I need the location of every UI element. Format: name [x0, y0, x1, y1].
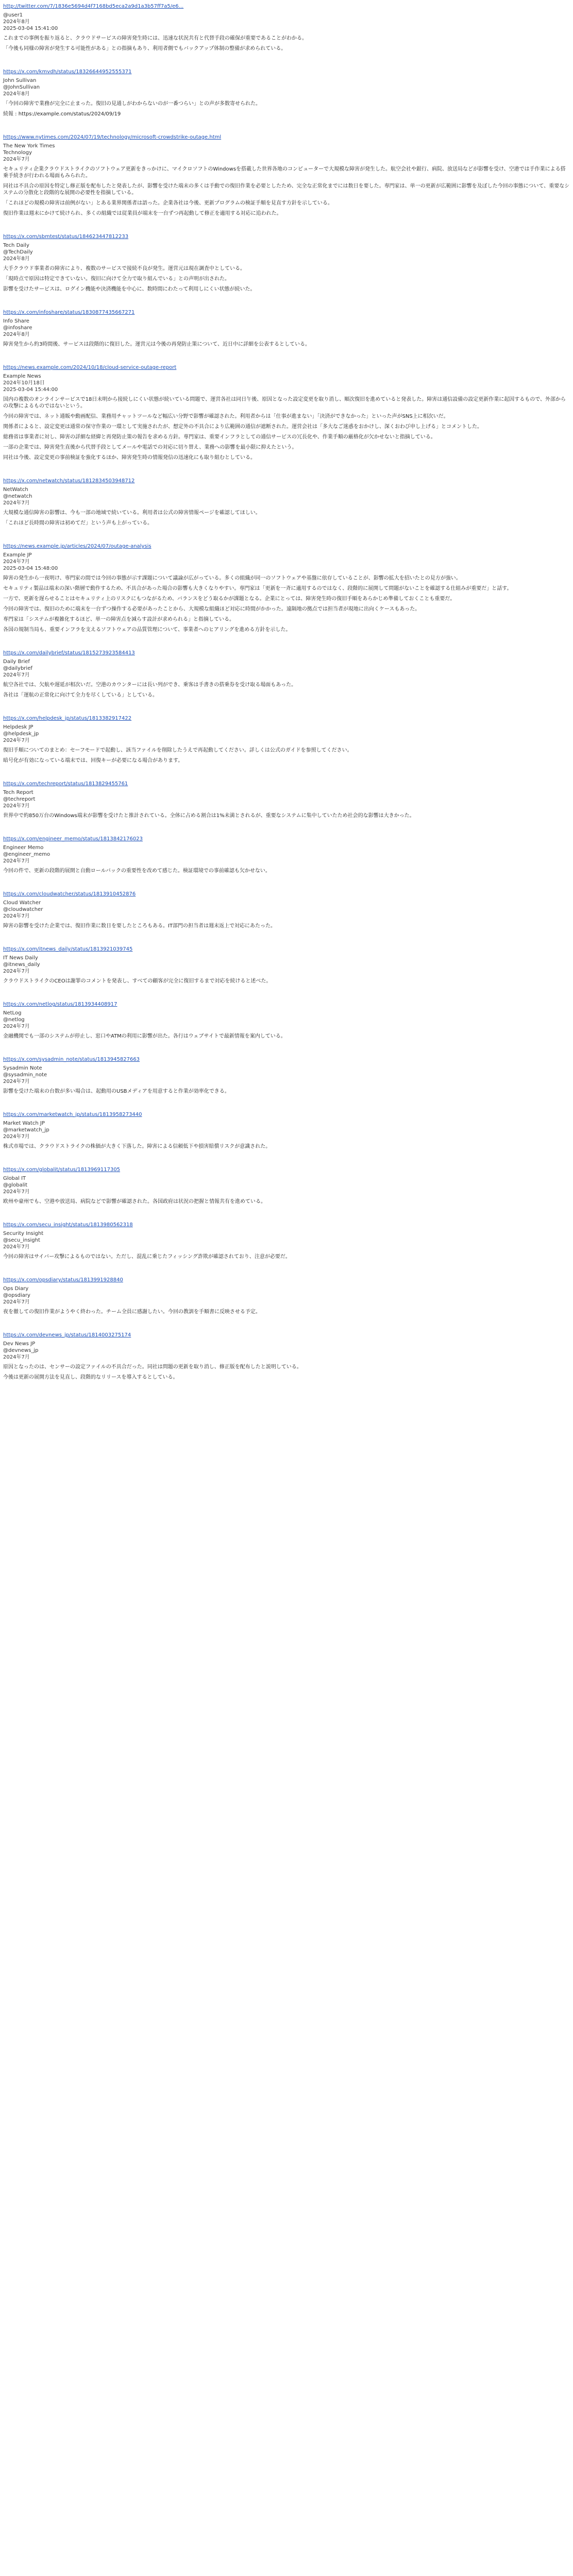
- entry-paragraph: 大規模な通信障害の影響は、今も一部の地域で続いている。利用者は公式の障害情報ページを確認してほしい。: [3, 510, 261, 516]
- document-entry: [3, 1222, 570, 1260]
- document-entry: [3, 1056, 570, 1095]
- entry-url-link[interactable]: http://twitter.com/7/1836e5694d4f7168bd5eca2a9d1a3b57ff7a5/e6...: [3, 4, 184, 9]
- entry-body: [3, 166, 570, 217]
- entry-body: [3, 747, 570, 764]
- entry-meta-line: John Sullivan: [3, 78, 37, 83]
- entry-paragraph: 障害の発生から一夜明け、専門家の間では今回の事態が示す課題について議論が広がっている。多くの組織が同一のソフトウェアや基盤に依存していることが、影響の拡大を招いたとの見方が強い。: [3, 575, 461, 581]
- entry-paragraph: 障害発生から約3時間後、サービスは段階的に復旧した。運営元は今後の再発防止策について、近日中に詳細を公表するとしている。: [3, 342, 310, 347]
- entry-meta-line: NetLog: [3, 1010, 22, 1016]
- entry-meta-line: Global IT: [3, 1176, 26, 1181]
- entry-meta-line: @techreport: [3, 796, 36, 802]
- entry-paragraph: 株式市場では、クラウドストライクの株価が大きく下落した。障害による信頼低下や損害賠償リスクが意識された。: [3, 1144, 271, 1149]
- entry-meta-line: 2025-03-04 15:41:00: [3, 26, 58, 31]
- document-entry: [3, 715, 570, 764]
- entry-url-link[interactable]: https://x.com/sysadmin_note/status/1813945827663: [3, 1057, 140, 1062]
- entry-paragraph: 「今回の障害で業務が完全に止まった。復旧の見通しがわからないのが一番つらい」との声が多数寄せられた。: [3, 101, 261, 107]
- document-entry: [3, 1001, 570, 1040]
- document-entry: [3, 836, 570, 874]
- entry-meta-line: Market Watch JP: [3, 1121, 45, 1126]
- entry-url-link[interactable]: https://x.com/kmvdh/status/18326644952555371: [3, 69, 132, 75]
- entry-meta-line: Tech Daily: [3, 243, 29, 248]
- entry-body: [3, 978, 570, 985]
- document-entry: [3, 781, 570, 819]
- entry-meta-line: 2024年7月: [3, 1299, 30, 1305]
- entry-url-link[interactable]: https://x.com/dailybrief/status/1815273923584413: [3, 650, 135, 656]
- entry-meta-line: 2025-03-04 15:48:00: [3, 566, 58, 571]
- entry-meta-line: @netwatch: [3, 494, 32, 499]
- document-entry: [3, 1277, 570, 1315]
- document-entry: [3, 1332, 570, 1381]
- entry-paragraph: セキュリティ製品は端末の深い階層で動作するため、不具合があった場合の影響も大きくなりやすい。専門家は「更新を一斉に適用するのではなく、段階的に展開して問題がないことを確認する仕組みが重要だ」と話す。: [3, 586, 512, 591]
- entry-meta-line: 2024年7月: [3, 858, 30, 864]
- entry-meta-line: @user1: [3, 12, 23, 18]
- entry-paragraph: 金融機関でも一部のシステムが停止し、窓口やATMの利用に影響が出た。各行はウェブサイトで最新情報を案内している。: [3, 1033, 286, 1039]
- entry-url-link[interactable]: https://x.com/techreport/status/1813829455761: [3, 781, 128, 787]
- entry-url-link[interactable]: https://x.com/netlog/status/1813934408917: [3, 1002, 117, 1007]
- entry-meta-line: 2024年7月: [3, 1024, 30, 1029]
- entry-paragraph: 関係者によると、設定変更は通常の保守作業の一環として実施されたが、想定外の不具合により広範囲の通信が遮断された。運営会社は「多大なご迷惑をおかけし、深くおわび申し上げる」とコメントした。: [3, 424, 482, 430]
- entry-meta-line: 2024年7月: [3, 1134, 30, 1140]
- entry-paragraph: 影響を受けたサービスは、ログイン機能や決済機能を中心に、数時間にわたって利用しにくい状態が続いた。: [3, 286, 256, 292]
- entry-meta-line: IT News Daily: [3, 955, 38, 961]
- entry-paragraph: 復旧作業は週末にかけて続けられ、多くの組織では従業員が端末を一台ずつ再起動して修正を適用する対応に追われた。: [3, 211, 282, 216]
- entry-body: [3, 1198, 570, 1205]
- entry-meta-line: @dailybrief: [3, 666, 32, 671]
- entry-body: [3, 682, 570, 699]
- entry-meta-line: @helpdesk_jp: [3, 731, 39, 737]
- entry-meta-line: 2024年8月: [3, 19, 30, 25]
- entry-meta-line: 2024年8月: [3, 256, 30, 262]
- entry-body: [3, 1033, 570, 1040]
- document-entry: [3, 1166, 570, 1205]
- entry-meta-line: @TechDaily: [3, 249, 33, 255]
- entry-paragraph: 一方で、更新を遅らせることはセキュリティ上のリスクにもつながるため、バランスをどう取るかが課題となる。企業にとっては、障害発生時の復旧手順をあらかじめ準備しておくことも重要だ。: [3, 596, 456, 602]
- entry-paragraph: 暗号化が有効になっている端末では、回復キーが必要になる場合があります。: [3, 758, 183, 764]
- entry-url-link[interactable]: https://x.com/globalit/status/1813969117305: [3, 1167, 121, 1173]
- entry-meta-line: 2024年7月: [3, 157, 30, 162]
- entry-url-link[interactable]: https://news.example.jp/articles/2024/07/outage-analysis: [3, 544, 151, 549]
- entry-meta-line: The New York Times: [3, 143, 55, 149]
- entry-body: [3, 100, 570, 117]
- entry-meta-line: @JohnSullivan: [3, 84, 40, 90]
- entry-meta-line: @infoshare: [3, 325, 32, 331]
- entry-paragraph: 専門家は「システムが複雑化するほど、単一の障害点を減らす設計が求められる」と指摘している。: [3, 617, 234, 622]
- document-entry: [3, 891, 570, 929]
- document-entry: [3, 233, 570, 293]
- entry-url-link[interactable]: https://x.com/opsdiary/status/1813991928840: [3, 1277, 123, 1283]
- document-entry: [3, 3, 570, 52]
- entry-paragraph: 今回の障害では、復旧のために端末を一台ずつ操作する必要があったことから、大規模な組織ほど対応に時間がかかった。遠隔地の拠点では担当者が現地に出向くケースもあった。: [3, 606, 420, 612]
- entry-meta-line: 2024年7月: [3, 1244, 30, 1250]
- entry-paragraph: 世界中で約850万台のWindows端末が影響を受けたと推計されている。全体に占める割合は1%未満とされるが、重要なシステムに集中していたため社会的な影響は大きかった。: [3, 813, 415, 819]
- entry-paragraph: これまでの事例を振り返ると、クラウドサービスの障害発生時には、迅速な状況共有と代替手段の確保が重要であることがわかる。: [3, 36, 307, 41]
- entry-meta-line: NetWatch: [3, 487, 28, 493]
- document-entry: [3, 650, 570, 699]
- entry-meta-line: 2024年7月: [3, 500, 30, 506]
- entry-meta-line: Ops Diary: [3, 1286, 29, 1292]
- entry-paragraph: 「今後も同様の障害が発生する可能性がある」との指摘もあり、利用者側でもバックアップ体制の整備が求められている。: [3, 46, 286, 52]
- entry-meta-line: @devnews_jp: [3, 1348, 39, 1353]
- entry-meta-line: Engineer Memo: [3, 845, 44, 851]
- entry-paragraph: 欧州や豪州でも、空港や放送局、病院などで影響が確認された。各国政府は状況の把握と情報共有を進めている。: [3, 1199, 266, 1205]
- entry-body: [3, 1309, 570, 1315]
- entry-body: [3, 923, 570, 929]
- entry-meta-line: 2024年7月: [3, 1079, 30, 1084]
- entry-meta-line: Info Share: [3, 318, 29, 324]
- entry-meta-line: Dev News JP: [3, 1341, 36, 1347]
- entry-meta-line: 2024年7月: [3, 1189, 30, 1195]
- document-entry: [3, 309, 570, 348]
- entry-meta-line: 2024年8月: [3, 91, 30, 97]
- entry-meta-line: 2024年7月: [3, 1354, 30, 1360]
- entry-url-link[interactable]: https://x.com/secu_insight/status/1813980562318: [3, 1222, 133, 1228]
- entry-meta-line: Cloud Watcher: [3, 900, 41, 906]
- entry-meta-line: 2024年7月: [3, 803, 30, 809]
- entry-meta-line: @engineer_memo: [3, 852, 50, 857]
- entry-paragraph: 同社は今後、設定変更の事前検証を強化するほか、障害発生時の情報発信の迅速化にも取り組むとしている。: [3, 455, 256, 461]
- entry-meta-line: 2024年7月: [3, 672, 30, 678]
- document-entry: [3, 69, 570, 117]
- entry-meta-line: @opsdiary: [3, 1293, 30, 1298]
- entry-paragraph: 影響を受けた端末の台数が多い場合は、起動用のUSBメディアを用意すると作業が効率化できる。: [3, 1089, 230, 1094]
- entry-meta-line: Sysadmin Note: [3, 1065, 42, 1071]
- entry-url-link[interactable]: https://x.com/netwatch/status/1812834503948712: [3, 478, 135, 484]
- entry-paragraph: 今回の件で、更新の段階的展開と自動ロールバックの重要性を改めて感じた。検証環境での事前確認も欠かせない。: [3, 868, 271, 874]
- entry-body: [3, 510, 570, 527]
- document-entry: [3, 364, 570, 461]
- entry-url-link[interactable]: https://news.example.com/2024/10/18/cloud-service-outage-report: [3, 365, 177, 370]
- entry-meta-line: 2025-03-04 15:44:00: [3, 387, 58, 393]
- entry-paragraph: クラウドストライクのCEOは謝罪のコメントを発表し、すべての顧客が完全に復旧するまで対応を続けると述べた。: [3, 978, 272, 984]
- entry-paragraph: 続報 : https://example.com/status/2024/09/19: [3, 111, 121, 117]
- entry-meta-line: Example News: [3, 374, 41, 379]
- entry-body: [3, 812, 570, 819]
- entry-body: [3, 35, 570, 52]
- entry-paragraph: 各社は「運航の正常化に向けて全力を尽くしている」としている。: [3, 692, 158, 698]
- entry-url-link[interactable]: https://x.com/cloudwatcher/status/1813910452876: [3, 891, 136, 897]
- entry-paragraph: 総務省は事業者に対し、障害の詳細な経緯と再発防止策の報告を求める方針。専門家は、重要インフラとしての通信サービスの冗長化や、作業手順の厳格化が欠かせないと指摘している。: [3, 434, 436, 440]
- entry-paragraph: 今回の障害では、ネット通販や動画配信、業務用チャットツールなど幅広い分野で影響が確認された。利用者からは「仕事が進まない」「決済ができなかった」といった声がSNS上に相次いだ。: [3, 414, 449, 419]
- entry-url-link[interactable]: https://x.com/helpdesk_jp/status/1813382917422: [3, 716, 132, 721]
- entry-meta-line: @marketwatch_jp: [3, 1127, 49, 1133]
- entry-meta-line: @netlog: [3, 1017, 25, 1023]
- entry-paragraph: 国内の複数のオンラインサービスで18日未明から接続しにくい状態が続いている問題で、運営各社は同日午後、原因となった設定変更を取り消し、順次復旧を進めていると発表した。障害は通信設備の設定更新作業に起因するもので、外部からの攻撃によるものではないという。: [3, 397, 566, 409]
- entry-meta-line: 2024年8月: [3, 332, 30, 337]
- entry-paragraph: 「これほど長時間の障害は初めてだ」という声も上がっている。: [3, 520, 153, 526]
- entry-meta-line: Security Insight: [3, 1231, 44, 1236]
- entry-paragraph: 大手クラウド事業者の障害により、複数のサービスで接続不良が発生。運営元は現在調査中としている。: [3, 266, 245, 272]
- entry-paragraph: セキュリティ企業クラウドストライクのソフトウェア更新をきっかけに、マイクロソフトのWindowsを搭載した世界各地のコンピューターで大規模な障害が発生した。航空会社や銀行、病院、放送局などが影響を受け、空港では手作業による搭乗手続きが行われる場面もみられた。: [3, 166, 566, 179]
- entry-meta-line: Technology: [3, 150, 32, 156]
- entry-body: [3, 396, 570, 461]
- entry-list: [3, 3, 570, 1381]
- entry-url-link[interactable]: https://x.com/marketwatch_jp/status/1813958273440: [3, 1112, 142, 1117]
- entry-meta-line: @sysadmin_note: [3, 1072, 47, 1078]
- entry-body: [3, 1253, 570, 1260]
- entry-body: [3, 1088, 570, 1095]
- entry-url-link[interactable]: https://www.nytimes.com/2024/07/19/technology/microsoft-crowdstrike-outage.html: [3, 134, 222, 140]
- entry-meta-line: Tech Report: [3, 790, 33, 795]
- entry-meta-line: @secu_insight: [3, 1238, 40, 1243]
- document-entry: [3, 134, 570, 217]
- entry-body: [3, 575, 570, 633]
- entry-body: [3, 341, 570, 348]
- entry-meta-line: @cloudwatcher: [3, 907, 43, 912]
- entry-meta-line: 2024年7月: [3, 913, 30, 919]
- entry-paragraph: 各国の規制当局も、重要インフラを支えるソフトウェアの品質管理について、事業者へのヒアリングを進める方針を示した。: [3, 627, 291, 633]
- document-entry: [3, 543, 570, 633]
- entry-url-link[interactable]: https://x.com/itnews_daily/status/1813921039745: [3, 946, 133, 952]
- entry-paragraph: 障害の影響を受けた企業では、復旧作業に数日を要したところもある。IT部門の担当者は週末返上で対応にあたった。: [3, 923, 276, 929]
- document-entry: [3, 946, 570, 985]
- entry-meta-line: 2024年10月18日: [3, 380, 45, 386]
- entry-meta-line: @itnews_daily: [3, 962, 40, 968]
- entry-meta-line: 2024年7月: [3, 559, 30, 565]
- entry-body: [3, 1364, 570, 1381]
- entry-url-link[interactable]: https://x.com/engineer_memo/status/1813842176023: [3, 836, 143, 842]
- entry-paragraph: 夜を徹しての復旧作業がようやく終わった。チーム全員に感謝したい。今回の教訓を手順書に反映させる予定。: [3, 1309, 261, 1315]
- entry-paragraph: 今回の障害はサイバー攻撃によるものではない。ただし、混乱に乗じたフィッシング詐欺が確認されており、注意が必要だ。: [3, 1254, 291, 1260]
- entry-body: [3, 868, 570, 874]
- entry-meta-line: @globalit: [3, 1182, 28, 1188]
- entry-paragraph: 「現時点で原因は特定できていない。復旧に向けて全力で取り組んでいる」との声明が出された。: [3, 276, 230, 282]
- entry-paragraph: 航空各社では、欠航や遅延が相次いだ。空港のカウンターには長い列ができ、乗客は手書きの搭乗券を受け取る場面もあった。: [3, 682, 297, 688]
- entry-meta-line: Helpdesk JP: [3, 724, 33, 730]
- entry-url-link[interactable]: https://x.com/infoshare/status/1830877435667271: [3, 310, 135, 315]
- entry-url-link[interactable]: https://x.com/sbmtest/status/184623447812233: [3, 234, 129, 240]
- entry-body: [3, 265, 570, 293]
- entry-paragraph: 「これほどの規模の障害は前例がない」とある業界関係者は語った。企業各社は今後、更新プログラムの検証手順を見直す方針を示している。: [3, 200, 333, 206]
- entry-paragraph: 今後は更新の展開方法を見直し、段階的なリリースを導入するとしている。: [3, 1375, 178, 1380]
- entry-meta-line: 2024年7月: [3, 969, 30, 974]
- entry-url-link[interactable]: https://x.com/devnews_jp/status/1814003275174: [3, 1332, 131, 1338]
- document-entry: [3, 1111, 570, 1150]
- entry-paragraph: 復旧手順についてのまとめ：セーフモードで起動し、該当ファイルを削除したうえで再起動してください。詳しくは公式のガイドを参照してください。: [3, 748, 352, 753]
- document-entry: [3, 478, 570, 527]
- entry-paragraph: 同社は不具合の原因を特定し修正版を配布したと発表したが、影響を受けた端末の多くは手動での復旧作業を必要としたため、完全な正常化までには数日を要した。専門家は、単一の更新が広範囲に影響を及ぼした今回の事態について、重要なシステムの分散化と段階的な展開の必要性を指摘している。: [3, 183, 570, 196]
- entry-body: [3, 1143, 570, 1150]
- entry-meta-line: Example JP: [3, 552, 32, 558]
- entry-meta-line: Daily Brief: [3, 659, 30, 665]
- entry-meta-line: 2024年7月: [3, 738, 30, 743]
- entry-paragraph: 原因となったのは、センサーの設定ファイルの不具合だった。同社は問題の更新を取り消し、修正版を配布したと説明している。: [3, 1364, 302, 1370]
- entry-paragraph: 一部の企業では、障害発生直後から代替手段としてメールや電話での対応に切り替え、業務への影響を最小限に抑えたという。: [3, 445, 297, 450]
